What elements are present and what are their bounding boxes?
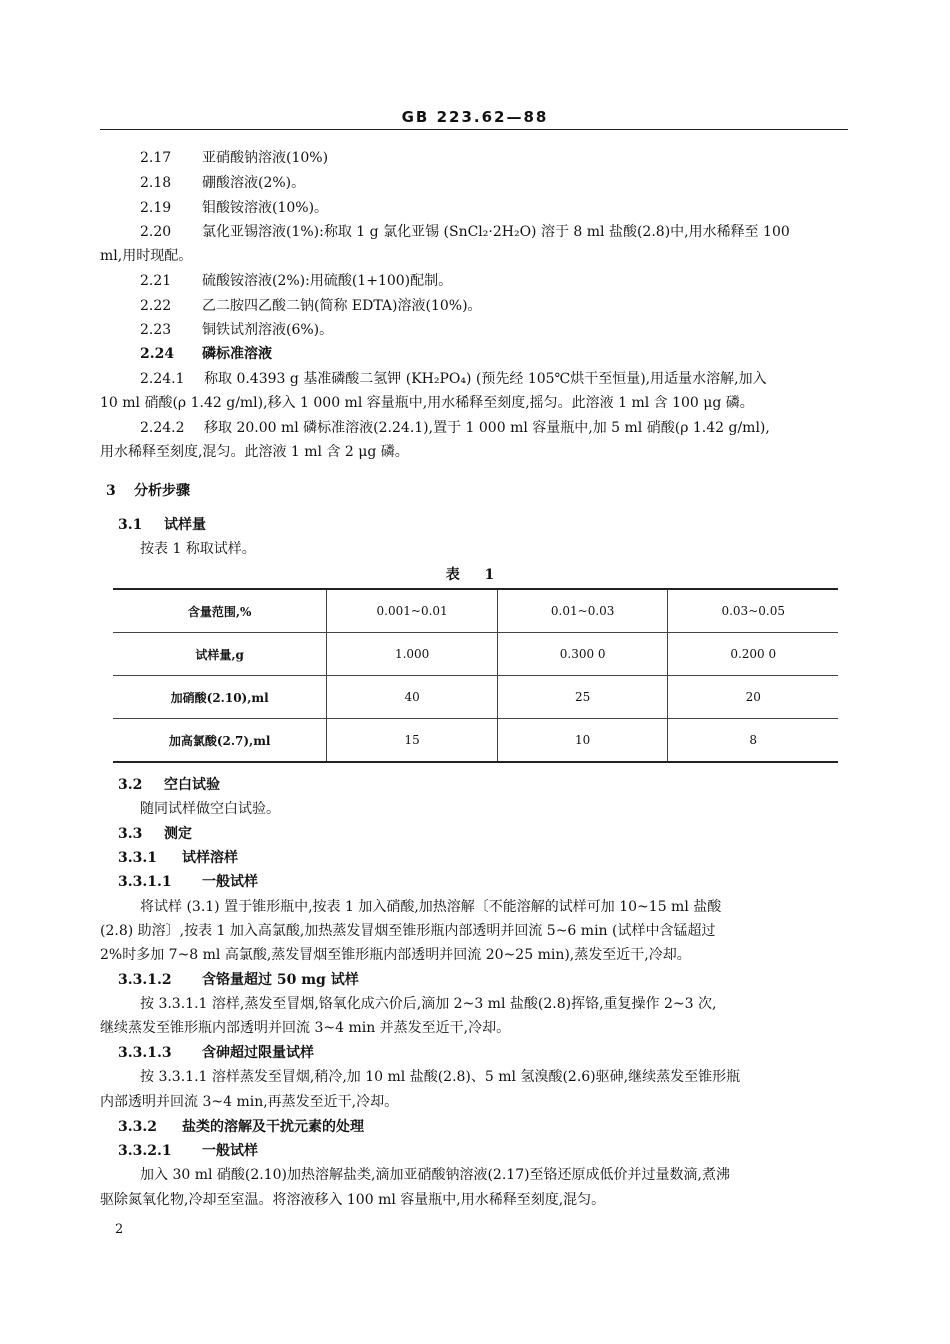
item-text: 一般试样 xyxy=(202,874,258,890)
section-title: 分析步骤 xyxy=(134,483,190,499)
paragraph-line xyxy=(140,994,848,1014)
item-2-24-2 xyxy=(140,418,848,438)
item-3-1-body xyxy=(140,539,848,559)
row-label: 含量范围,% xyxy=(113,589,327,633)
table-cell: 0.01~0.03 xyxy=(497,589,668,633)
item-text: 称取 0.4393 g 基准磷酸二氢钾 (KH₂PO₄) (预先经 105℃烘干至恒量),用适量水溶解,加入 xyxy=(204,371,767,387)
item-text: 按表 1 称取试样。 xyxy=(140,541,256,557)
item-2-24-2-cont xyxy=(100,442,848,462)
item-number: 3.3.1.1 xyxy=(118,874,172,890)
paragraph-line xyxy=(100,1190,848,1210)
item-text: 钼酸铵溶液(10%)。 xyxy=(202,200,329,216)
item-text: 移取 20.00 ml 磷标准溶液(2.24.1),置于 1 000 ml 容量瓶中,加 5 ml 硝酸(ρ 1.42 g/ml), xyxy=(204,420,770,436)
table-cell: 0.200 0 xyxy=(668,633,838,676)
item-number: 3.1 xyxy=(118,517,143,533)
item-text: 铜铁试剂溶液(6%)。 xyxy=(202,322,334,338)
table-cell: 15 xyxy=(327,719,498,763)
section-3-heading xyxy=(106,481,854,501)
item-text: 硫酸铵溶液(2%):用硫酸(1+100)配制。 xyxy=(202,273,453,289)
item-number: 3.3.1 xyxy=(118,850,157,866)
table-cell: 10 xyxy=(497,719,668,763)
item-text: 驱除氮氧化物,冷却至室温。将溶液移入 100 ml 容量瓶中,用水稀释至刻度,混匀。 xyxy=(100,1192,606,1208)
item-2-19 xyxy=(140,198,848,218)
item-2-24-1 xyxy=(140,369,848,389)
item-3-3-1-3 xyxy=(118,1043,866,1063)
item-number: 2.24 xyxy=(140,346,175,362)
item-number: 2.17 xyxy=(140,150,172,166)
item-number: 2.24.1 xyxy=(140,371,185,387)
table-cell: 40 xyxy=(327,676,498,719)
table-cell: 8 xyxy=(668,719,838,763)
item-number: 3.3.1.3 xyxy=(118,1045,172,1061)
item-number: 2.24.2 xyxy=(140,420,185,436)
item-text: 随同试样做空白试验。 xyxy=(140,801,280,817)
item-2-23 xyxy=(140,320,848,340)
page-number: 2 xyxy=(115,1222,124,1237)
item-text: 氯化亚锡溶液(1%):称取 1 g 氯化亚锡 (SnCl₂·2H₂O) 溶于 8 ml 盐酸(2.8)中,用水稀释至 100 xyxy=(202,224,790,240)
paragraph-line xyxy=(100,1018,848,1038)
sample-amount-table xyxy=(113,588,838,763)
paragraph-line xyxy=(100,945,848,965)
item-text: 加入 30 ml 硝酸(2.10)加热溶解盐类,滴加亚硝酸钠溶液(2.17)至铬还原成低价并过量数滴,煮沸 xyxy=(140,1167,731,1183)
table-row xyxy=(113,589,838,633)
standard-code-header: GB 223.62—88 xyxy=(401,108,549,126)
header-rule xyxy=(100,129,848,130)
item-3-3-2 xyxy=(118,1117,866,1137)
item-number: 3.3.2 xyxy=(118,1119,157,1135)
item-3-3-1-1 xyxy=(118,872,866,892)
table-cell: 0.03~0.05 xyxy=(668,589,838,633)
table-cell: 1.000 xyxy=(327,633,498,676)
table-cell: 25 xyxy=(497,676,668,719)
section-number: 3 xyxy=(106,483,116,499)
item-text: (2.8) 助溶〕,按表 1 加入高氯酸,加热蒸发冒烟至锥形瓶内部透明并回流 5~6 min (试样中含锰超过 xyxy=(100,923,716,939)
row-label: 加硝酸(2.10),ml xyxy=(113,676,327,719)
table-row xyxy=(113,676,838,719)
item-text: 一般试样 xyxy=(202,1143,258,1159)
item-text: 2%时多加 7~8 ml 高氯酸,蒸发冒烟至锥形瓶内部透明并回流 20~25 min),蒸发至近干,冷却。 xyxy=(100,947,691,963)
item-number: 2.23 xyxy=(140,322,172,338)
row-label: 加高氯酸(2.7),ml xyxy=(113,719,327,763)
item-number: 3.3.1.2 xyxy=(118,972,172,988)
item-3-3-2-1 xyxy=(118,1141,866,1161)
item-2-20-cont xyxy=(100,246,848,266)
table-row xyxy=(113,719,838,763)
item-2-24 xyxy=(140,344,848,364)
paragraph-line xyxy=(100,921,848,941)
item-number: 2.20 xyxy=(140,224,172,240)
item-text: 试样量 xyxy=(164,517,206,533)
item-number: 2.18 xyxy=(140,175,172,191)
item-text: 内部透明并回流 3~4 min,再蒸发至近干,冷却。 xyxy=(100,1094,399,1110)
table-cell: 0.001~0.01 xyxy=(327,589,498,633)
paragraph-line xyxy=(100,1092,848,1112)
table-cell: 20 xyxy=(668,676,838,719)
item-2-21 xyxy=(140,271,848,291)
item-text: 盐类的溶解及干扰元素的处理 xyxy=(182,1119,364,1135)
item-2-20 xyxy=(140,222,848,242)
row-label: 试样量,g xyxy=(113,633,327,676)
item-number: 3.3 xyxy=(118,826,143,842)
item-3-2 xyxy=(118,775,866,795)
item-2-22 xyxy=(140,296,848,316)
paragraph-line xyxy=(140,1067,848,1087)
paragraph-line xyxy=(140,1165,848,1185)
item-text: 测定 xyxy=(164,826,192,842)
item-3-3 xyxy=(118,824,866,844)
item-number: 3.3.2.1 xyxy=(118,1143,172,1159)
item-3-1 xyxy=(118,515,826,535)
table-row xyxy=(113,633,838,676)
item-2-24-1-cont xyxy=(100,393,848,413)
item-text: 用水稀释至刻度,混匀。此溶液 1 ml 含 2 μg 磷。 xyxy=(100,444,409,460)
item-text: 10 ml 硝酸(ρ 1.42 g/ml),移入 1 000 ml 容量瓶中,用水稀释至刻度,摇匀。此溶液 1 ml 含 100 μg 磷。 xyxy=(100,395,754,411)
item-text: ml,用时现配。 xyxy=(100,248,193,264)
table-cell: 0.300 0 xyxy=(497,633,668,676)
item-number: 2.21 xyxy=(140,273,172,289)
item-2-17 xyxy=(140,148,848,168)
item-text: 空白试验 xyxy=(164,777,220,793)
item-number: 2.22 xyxy=(140,298,172,314)
item-text: 硼酸溶液(2%)。 xyxy=(202,175,306,191)
item-text: 含铬量超过 50 mg 试样 xyxy=(202,972,359,988)
item-text: 含砷超过限量试样 xyxy=(202,1045,314,1061)
item-text: 将试样 (3.1) 置于锥形瓶中,按表 1 加入硝酸,加热溶解〔不能溶解的试样可加 10~15 ml 盐酸 xyxy=(140,899,722,915)
paragraph-line xyxy=(140,897,848,917)
item-number: 3.2 xyxy=(118,777,143,793)
item-text: 按 3.3.1.1 溶样,蒸发至冒烟,铬氧化成六价后,滴加 2~3 ml 盐酸(2.8)挥铬,重复操作 2~3 次, xyxy=(140,996,717,1012)
item-text: 试样溶样 xyxy=(182,850,238,866)
item-3-2-body xyxy=(140,799,848,819)
table-caption: 表 1 xyxy=(445,567,505,583)
item-text: 亚硝酸钠溶液(10%) xyxy=(202,150,329,166)
item-text: 继续蒸发至锥形瓶内部透明并回流 3~4 min 并蒸发至近干,冷却。 xyxy=(100,1020,511,1036)
item-text: 乙二胺四乙酸二钠(简称 EDTA)溶液(10%)。 xyxy=(202,298,482,314)
item-3-3-1 xyxy=(118,848,866,868)
item-text: 磷标准溶液 xyxy=(202,346,272,362)
item-2-18 xyxy=(140,173,848,193)
item-text: 按 3.3.1.1 溶样蒸发至冒烟,稍冷,加 10 ml 盐酸(2.8)、5 ml 氢溴酸(2.6)驱砷,继续蒸发至锥形瓶 xyxy=(140,1069,741,1085)
item-number: 2.19 xyxy=(140,200,172,216)
item-3-3-1-2 xyxy=(118,970,866,990)
